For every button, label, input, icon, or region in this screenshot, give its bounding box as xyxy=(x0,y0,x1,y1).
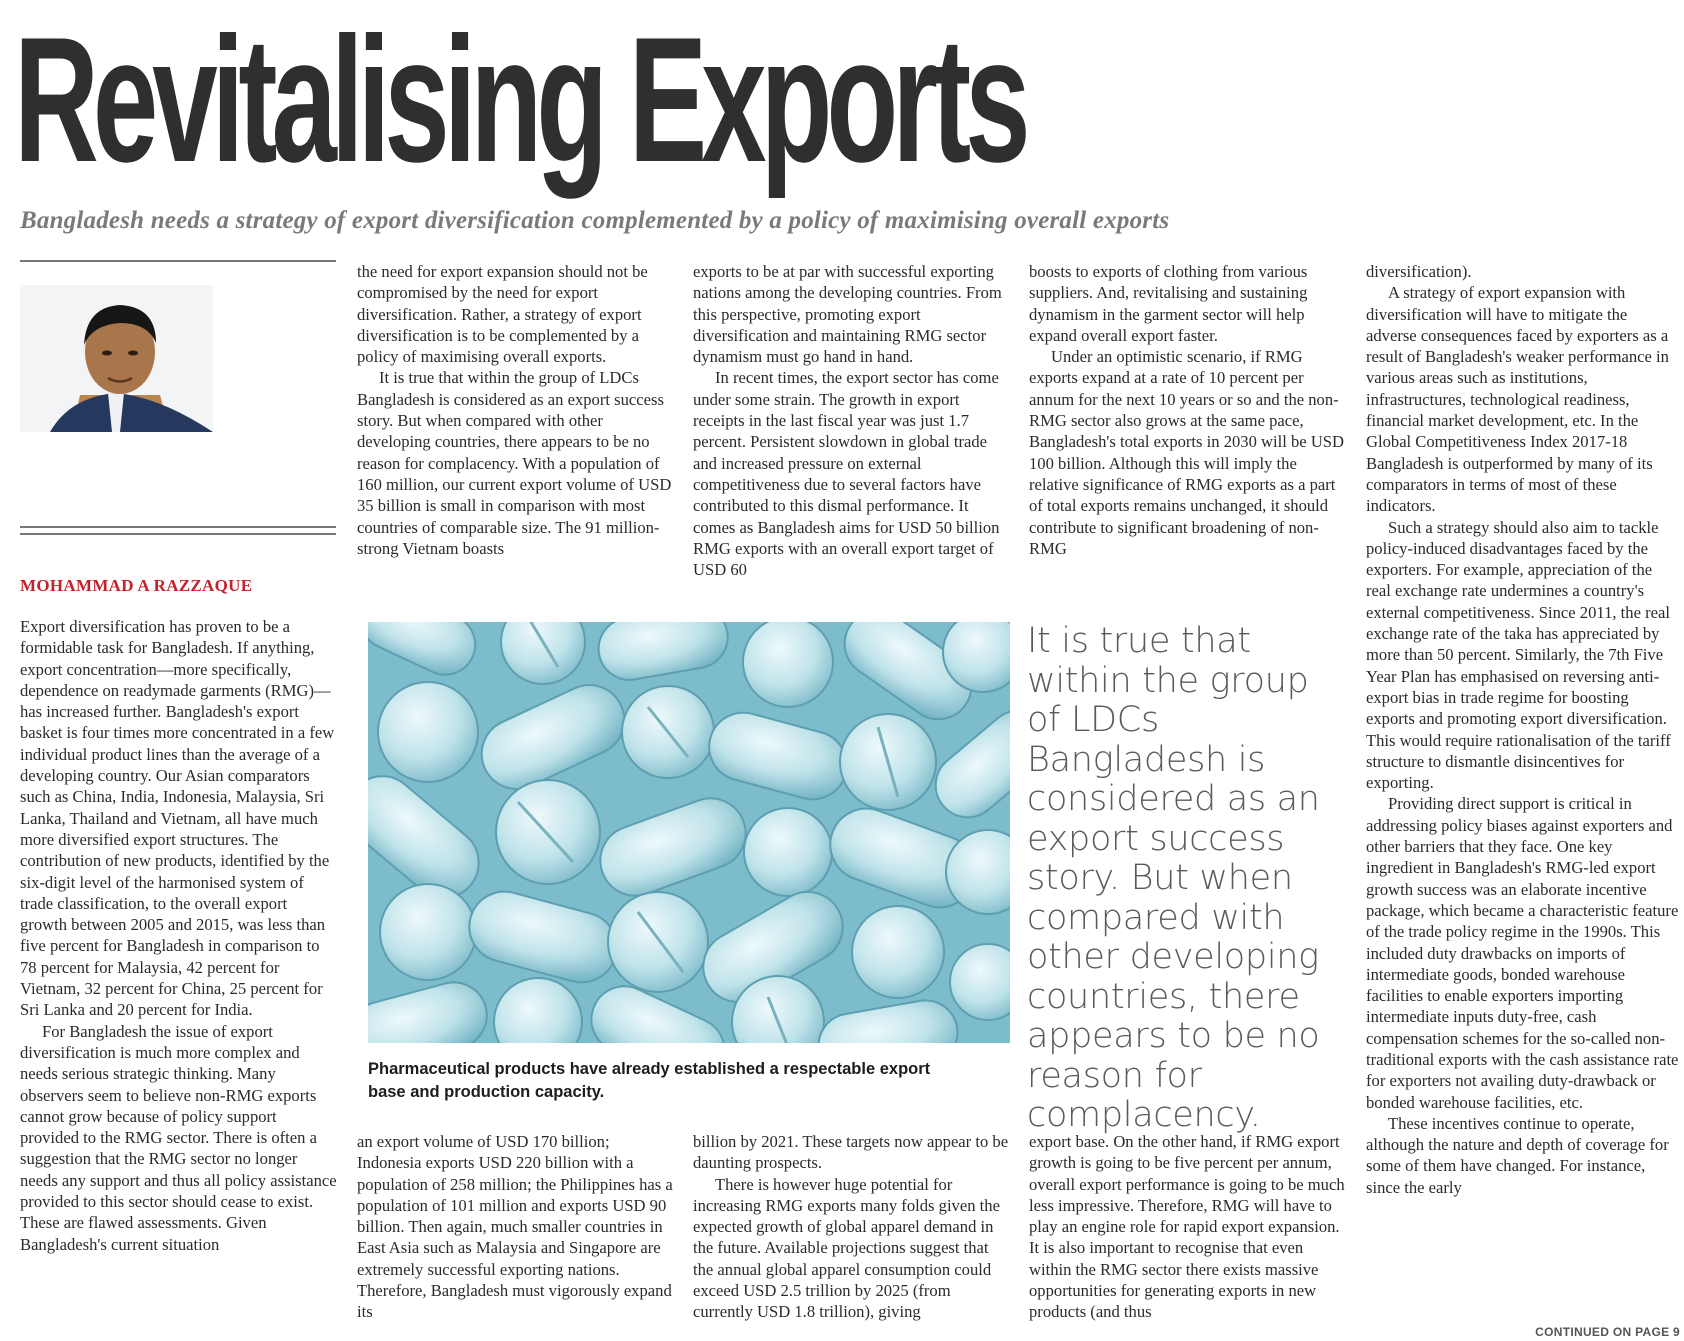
paragraph: Such a strategy should also aim to tackle policy-induced disadvantages faced by the exporters. For example, appreciation of the real exchange rate undermines a country's external competitiveness. Since 2011, the real exchange rate of the taka has appreciated by more than 50 percent. Similarly, the 7th Five Year Plan has emphasised on reversing anti-export bias in trade regime for boosting exports and promoting export diversification. This would require rationalisation of the tariff structure to dismantle disincentives for exporting. xyxy=(1366,517,1671,793)
continued-on-page-label[interactable]: CONTINUED ON PAGE 9 xyxy=(1535,1325,1680,1339)
paragraph: It is true that within the group of LDCs Bangladesh is considered as an export success story. But when compared with other developing countries, there appears to be no reason for complacency. With a population of 160 million, our current export volume of USD 35 billion is small in comparison with most countries of comparable size. The 91 million-strong Vietnam boasts xyxy=(357,368,672,558)
paragraph: A strategy of export expansion with diversification will have to mitigate the adverse consequences faced by exporters as a result of Bangladesh's weaker performance in various areas such as institutions, infrastructures, technological readiness, financial market development, etc. In the Global Competitiveness Index 2017-18 Bangladesh is outperformed by many of its comparators in terms of most of these indicators. xyxy=(1366,283,1669,516)
paragraph: export base. On the other hand, if RMG export growth is going to be five percent per annum, overall export performance is going to be much less impressive. Therefore, RMG will have to play an engine role for rapid export expansion. It is also important to recognise that even within the RMG sector there exists massive opportunities for generating exports in new products (and thus xyxy=(1029,1132,1345,1322)
paragraph: Export diversification has proven to be a formidable task for Bangladesh. If anything, export concentration—more specifically, dependence on readymade garments (RMG)—has increased further. Bangladesh's export basket is four times more concentrated in a few individual product lines than the average of a developing country. Our Asian comparators such as China, India, Indonesia, Malaysia, Sri Lanka, Thailand and Vietnam, all have much more diversified export structures. The contribution of new products, identified by the six-digit level of the harmonised system of trade classification, to the overall export growth between 2005 and 2015, was less than five percent for Bangladesh in comparison to 78 percent for Malaysia, 42 percent for Vietnam, 32 percent for China, 25 percent for Sri Lanka and 20 percent for India. xyxy=(20,617,335,1020)
column-5 xyxy=(1366,261,1680,1198)
column-4-top xyxy=(1029,261,1347,559)
column-3-bottom xyxy=(693,1131,1011,1323)
divider-rule xyxy=(20,260,336,262)
paragraph: an export volume of USD 170 billion; Indonesia exports USD 220 billion with a population of 258 million; the Philippines has a population of 101 million and exports USD 90 billion. Then again, much smaller countries in East Asia such as Malaysia and Singapore are extremely successful exporting nations. Therefore, Bangladesh must vigorously expand its xyxy=(357,1132,673,1322)
column-4-bottom xyxy=(1029,1131,1347,1323)
photo-caption: Pharmaceutical products have already established a respectable export base and production capacity. xyxy=(368,1060,931,1101)
pull-quote: It is true that within the group of LDCs Bangladesh is considered as an export success story. But when compared with other developing countries, there appears to be no reason for complacency. xyxy=(1027,621,1320,1135)
author-photo xyxy=(20,285,213,432)
paragraph: For Bangladesh the issue of export diversification is much more complex and needs serious strategic thinking. Many observers seem to believe non-RMG exports cannot grow because of policy support provided to the RMG sector. There is often a suggestion that the RMG sector no longer needs any support and thus all policy assistance provided to this sector should cease to exist. These are flawed assessments. Given Bangladesh's current situation xyxy=(20,1021,337,1254)
paragraph: diversification). xyxy=(1366,262,1472,281)
paragraph: These incentives continue to operate, although the nature and depth of coverage for some of them have changed. For instance, since the early xyxy=(1366,1113,1669,1197)
author-byline: MOHAMMAD A RAZZAQUE xyxy=(20,576,253,595)
pharmaceutical-pills-photo xyxy=(368,622,1010,1043)
paragraph: Providing direct support is critical in addressing policy biases against exporters and other barriers that they face. One key ingredient in Bangladesh's RMG-led export growth success was an elaborate incentive package, which became a characteristic feature of the trade policy regime in the 1990s. This included duty drawbacks on imports of intermediate goods, bonded warehouse facilities to enable exporters importing intermediate inputs duty-free, cash compensation schemes for the so-called non-traditional exports with the cash assistance rate for exporters not availing duty-drawback or bonded warehouse facilities, etc. xyxy=(1366,794,1679,1112)
paragraph: In recent times, the export sector has come under some strain. The growth in export receipts in the last fiscal year was just 1.7 percent. Persistent slowdown in global trade and increased pressure on external competitiveness due to several factors have contributed to this dismal performance. It comes as Bangladesh aims for USD 50 billion RMG exports with an overall export target of USD 60 xyxy=(693,368,1000,580)
column-1 xyxy=(20,616,338,1255)
divider-rule xyxy=(20,533,336,535)
divider-rule xyxy=(20,526,336,528)
column-2-bottom xyxy=(357,1131,675,1323)
paragraph: the need for export expansion should not be compromised by the need for export diversification. Rather, a strategy of export diversification is to be complemented by a policy of maximising overall exports. xyxy=(357,262,648,367)
paragraph: boosts to exports of clothing from various suppliers. And, revitalising and sustaining dynamism in the garment sector will help expand overall export faster. xyxy=(1029,262,1308,345)
subheadline: Bangladesh needs a strategy of export diversification complemented by a policy of maximising overall exports xyxy=(20,207,1170,234)
paragraph: exports to be at par with successful exporting nations among the developing countries. From this perspective, promoting export diversification and maintaining RMG sector dynamism must go hand in hand. xyxy=(693,262,1002,367)
column-3-top xyxy=(693,261,1011,580)
paragraph: Under an optimistic scenario, if RMG exports expand at a rate of 10 percent per annum for the next 10 years or so and the non-RMG sector also grows at the same pace, Bangladesh's total exports in 2030 will be USD 100 billion. Although this will imply the relative significance of RMG exports as a part of total exports remains unchanged, it should contribute to significant broadening of non-RMG xyxy=(1029,347,1345,558)
headline: Revitalising Exports xyxy=(14,0,1025,199)
column-2-top xyxy=(357,261,675,559)
paragraph: There is however huge potential for increasing RMG exports many folds given the expected growth of global apparel demand in the future. Available projections suggest that the annual global apparel consumption could exceed USD 2.5 trillion by 2025 (from currently USD 1.8 trillion), giving xyxy=(693,1174,1000,1322)
paragraph: billion by 2021. These targets now appear to be daunting prospects. xyxy=(693,1132,1009,1173)
